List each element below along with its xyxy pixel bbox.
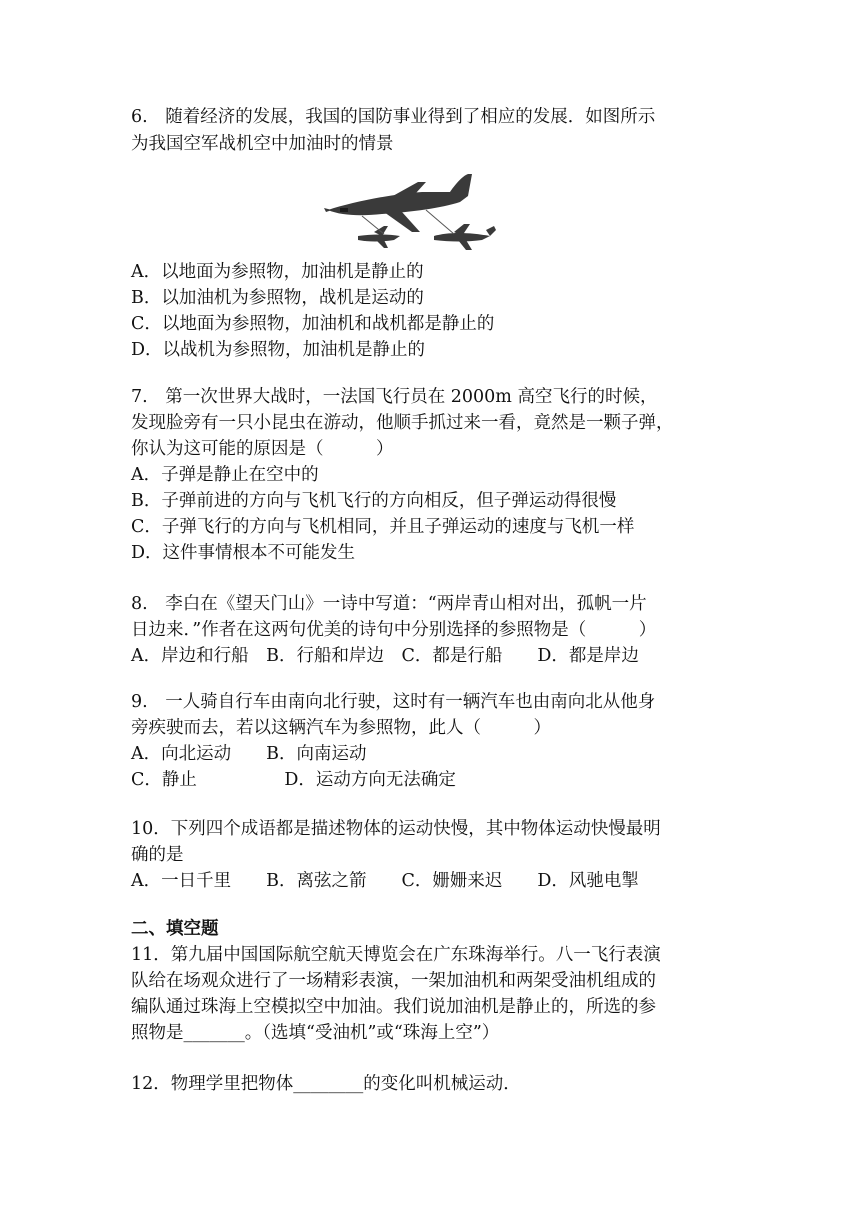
q11-line-3: 编队通过珠海上空模拟空中加油。我们说加油机是静止的，所选的参 [131,997,656,1017]
q6-stem-line-1: 6. 随着经济的发展，我国的国防事业得到了相应的发展．如图所示 [131,107,656,127]
q7-option-d: D．这件事情根本不可能发生 [131,543,356,563]
q11-line-4: 照物是_______。（选填“受油机”或“珠海上空”） [131,1023,500,1043]
q6-stem-line-2: 为我国空军战机空中加油时的情景 [131,134,394,154]
q8-stem-line-2: 日边来．”作者在这两句优美的诗句中分别选择的参照物是（ ） [131,620,657,640]
q10-stem-line-2: 确的是 [131,845,184,865]
q9-stem-line-1: 9. 一人骑自行车由南向北行驶，这时有一辆汽车也由南向北从他身 [131,692,656,712]
q7-stem-line-1: 7. 第一次世界大战时，一法国飞行员在 2000m 高空飞行的时候， [131,387,658,407]
q10-stem-line-1: 10．下列四个成语都是描述物体的运动快慢，其中物体运动快慢最明 [131,819,661,839]
section-heading-fill-in: 二、填空题 [131,919,219,939]
q11-line-1: 11．第九届中国国际航空航天博览会在广东珠海举行。八一飞行表演 [131,945,661,965]
q11-line-2: 队给在场观众进行了一场精彩表演，一架加油机和两架受油机组成的 [131,971,656,991]
q6-option-b: B．以加油机为参照物，战机是运动的 [131,288,424,308]
q7-option-b: B．子弹前进的方向与飞机飞行的方向相反，但子弹运动得很慢 [131,491,617,511]
q9-stem-line-2: 旁疾驶而去，若以这辆汽车为参照物，此人（ ） [131,718,551,738]
q8-stem-line-1: 8. 李白在《望天门山》一诗中写道：“两岸青山相对出，孤帆一片 [131,594,647,614]
q6-option-a: A．以地面为参照物，加油机是静止的 [131,262,424,282]
q6-option-d: D．以战机为参照物，加油机是静止的 [131,340,426,360]
q7-stem-line-2: 发现脸旁有一只小昆虫在游动，他顺手抓过来一看，竟然是一颗子弹， [131,413,674,433]
q7-option-c: C．子弹飞行的方向与飞机相同，并且子弹运动的速度与飞机一样 [131,517,635,537]
q9-options-line-2: C．静止 D．运动方向无法确定 [131,770,456,790]
q9-options-line-1: A．向北运动 B．向南运动 [131,744,367,764]
aerial-refueling-aircraft-icon [322,168,504,254]
q6-option-c: C．以地面为参照物，加油机和战机都是静止的 [131,314,495,334]
q7-stem-line-3: 你认为这可能的原因是（ ） [131,439,394,459]
q10-options: A．一日千里 B．离弦之箭 C．姗姗来迟 D．风驰电掣 [131,871,639,891]
q7-option-a: A．子弹是静止在空中的 [131,465,319,485]
q8-options: A．岸边和行船 B．行船和岸边 C．都是行船 D．都是岸边 [131,646,639,666]
q12-line-1: 12．物理学里把物体________的变化叫机械运动． [131,1074,521,1094]
